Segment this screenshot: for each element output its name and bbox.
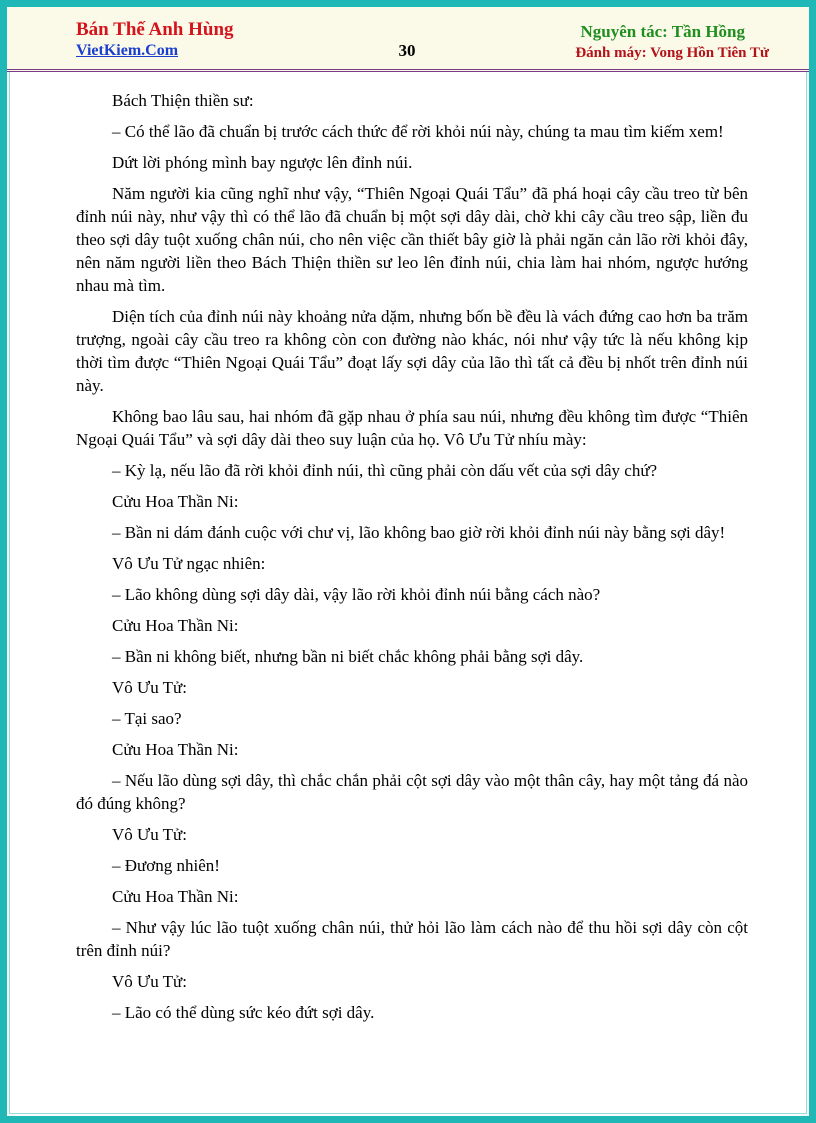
paragraph: Vô Ưu Tử: xyxy=(112,972,187,991)
paragraph: Năm người kia cũng nghĩ như vậy, “Thiên Ngoại Quái Tẩu” đã phá hoại cây cầu treo từ bên đỉnh núi này, như vậy thì có thể lão đã chuẩn bị một sợi dây dài, chờ khi cây cầu treo sập, liền đu theo sợi dây tuột xuống chân núi, cho nên việc cần thiết bây giờ là phải ngăn cản lão rời khỏi đây, nên năm người liền theo Bách Thiện thiền sư leo lên đỉnh núi, chia làm hai nhóm, ngược hướng nhau mà tìm. xyxy=(76,184,748,295)
paragraph: – Lão không dùng sợi dây dài, vậy lão rời khỏi đỉnh núi bằng cách nào? xyxy=(112,585,601,604)
typist-credit: Đánh máy: Vong Hồn Tiên Tử xyxy=(575,45,769,61)
book-title: Bán Thế Anh Hùng xyxy=(76,19,234,40)
paragraph: Cửu Hoa Thần Ni: xyxy=(112,492,239,511)
paragraph: – Bần ni không biết, nhưng bần ni biết chắc không phải bằng sợi dây. xyxy=(112,647,584,666)
body-text xyxy=(76,89,748,1032)
paragraph: Vô Ưu Tử: xyxy=(112,678,187,697)
paragraph: – Như vậy lúc lão tuột xuống chân núi, thử hỏi lão làm cách nào để thu hồi sợi dây còn cột trên đỉnh núi? xyxy=(76,918,748,960)
paragraph: – Có thể lão đã chuẩn bị trước cách thức để rời khỏi núi này, chúng ta mau tìm kiếm xem! xyxy=(112,122,724,141)
paragraph: – Kỳ lạ, nếu lão đã rời khỏi đỉnh núi, thì cũng phải còn dấu vết của sợi dây chứ? xyxy=(112,461,658,480)
paragraph: Không bao lâu sau, hai nhóm đã gặp nhau ở phía sau núi, nhưng đều không tìm được “Thiên Ngoại Quái Tẩu” và sợi dây dài theo suy luận của họ. Vô Ưu Tử nhíu mày: xyxy=(76,407,748,449)
paragraph: Cửu Hoa Thần Ni: xyxy=(112,887,239,906)
paragraph: – Tại sao? xyxy=(112,709,182,728)
paragraph: Diện tích của đỉnh núi này khoảng nửa dặm, nhưng bốn bề đều là vách đứng cao hơn ba trăm trượng, ngoài cây cầu treo ra không còn con đường nào khác, nói như vậy tức là nếu không kịp thời tìm được “Thiên Ngoại Quái Tẩu” đoạt lấy sợi dây của lão thì tất cả đều bị nhốt trên đỉnh núi này. xyxy=(76,307,748,395)
paragraph: Bách Thiện thiền sư: xyxy=(112,91,254,110)
paragraph: – Đương nhiên! xyxy=(112,856,220,875)
paragraph: – Nếu lão dùng sợi dây, thì chắc chắn phải cột sợi dây vào một thân cây, hay một tảng đá nào đó đúng không? xyxy=(76,771,748,813)
page-number: 30 xyxy=(398,41,416,60)
author-credit: Nguyên tác: Tần Hồng xyxy=(580,22,745,41)
page-header xyxy=(7,7,809,72)
paragraph: Cửu Hoa Thần Ni: xyxy=(112,616,239,635)
site-link[interactable]: VietKiem.Com xyxy=(76,42,179,59)
paragraph: Vô Ưu Tử: xyxy=(112,825,187,844)
paragraph: Dứt lời phóng mình bay ngược lên đỉnh núi. xyxy=(112,153,413,172)
paragraph: Vô Ưu Tử ngạc nhiên: xyxy=(112,554,266,573)
paragraph: – Bần ni dám đánh cuộc với chư vị, lão không bao giờ rời khỏi đỉnh núi này bằng sợi dây! xyxy=(112,523,726,542)
paragraph: Cửu Hoa Thần Ni: xyxy=(112,740,239,759)
paragraph: – Lão có thể dùng sức kéo đứt sợi dây. xyxy=(112,1003,375,1022)
